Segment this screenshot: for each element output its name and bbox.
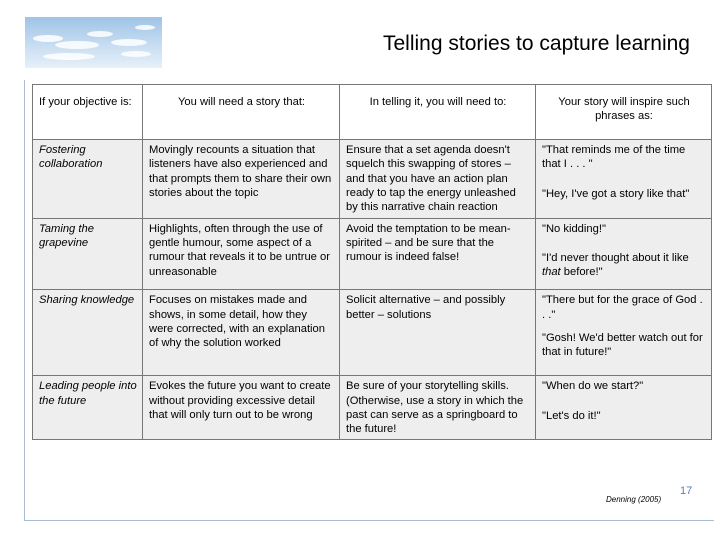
storytelling-table xyxy=(32,84,712,440)
phrase-text: before!" xyxy=(560,266,603,279)
phrase-secondary: "Gosh! We'd better watch out for that in future!" xyxy=(542,332,703,359)
story-cell: Focuses on mistakes made and shows, in some detail, how they were corrected, with an explanation of why the solution worked xyxy=(143,290,340,376)
story-cell: Highlights, often through the use of gentle humour, some aspect of a rumour that reveals it to be untrue or unreasonable xyxy=(143,218,340,290)
table-row xyxy=(33,290,712,376)
objective-cell: Taming the grapevine xyxy=(33,218,143,290)
story-cell: Evokes the future you want to create without providing excessive detail that will only turn out to be wrong xyxy=(143,376,340,440)
objective-cell: Sharing knowledge xyxy=(33,290,143,376)
table-header-row xyxy=(33,85,712,140)
column-header-objective: If your objective is: xyxy=(33,85,143,140)
table-row xyxy=(33,140,712,219)
phrase-secondary: "Let's do it!" xyxy=(542,409,601,422)
phrases-cell xyxy=(536,290,712,376)
phrase-primary: "When do we start?" xyxy=(542,380,644,393)
source-credit: Denning (2005) xyxy=(606,495,662,504)
telling-cell: Solicit alternative – and possibly better – solutions xyxy=(340,290,536,376)
sky-clouds-image xyxy=(25,17,162,68)
table-row xyxy=(33,218,712,290)
story-cell: Movingly recounts a situation that listeners have also experienced and that prompts them to share their own stories about the topic xyxy=(143,140,340,219)
phrase-secondary xyxy=(542,251,706,280)
phrase-text: "I'd never thought about it like xyxy=(542,252,689,265)
phrase-primary: "That reminds me of the time that I . . . " xyxy=(542,144,686,171)
phrase-emphasis: that xyxy=(542,266,561,279)
phrase-primary: "There but for the grace of God . . ." xyxy=(542,294,703,321)
slide-title: Telling stories to capture learning xyxy=(382,32,690,55)
phrase-secondary: "Hey, I've got a story like that" xyxy=(542,187,690,200)
page-number: 17 xyxy=(680,485,693,497)
telling-cell: Avoid the temptation to be mean-spirited – and be sure that the rumour is indeed false! xyxy=(340,218,536,290)
telling-cell: Ensure that a set agenda doesn't squelch this swapping of stores – and that you have an action plan ready to tap the energy unleashed by this narrative chain reaction xyxy=(340,140,536,219)
left-rule xyxy=(24,80,25,520)
table-row xyxy=(33,376,712,440)
column-header-story: You will need a story that: xyxy=(143,85,340,140)
objective-cell: Fostering collaboration xyxy=(33,140,143,219)
column-header-telling: In telling it, you will need to: xyxy=(340,85,536,140)
column-header-phrases: Your story will inspire such phrases as: xyxy=(536,85,712,140)
phrase-primary: "No kidding!" xyxy=(542,222,606,235)
telling-cell: Be sure of your storytelling skills. (Otherwise, use a story in which the past can serve as a springboard to the future! xyxy=(340,376,536,440)
objective-cell: Leading people into the future xyxy=(33,376,143,440)
phrases-cell xyxy=(536,140,712,219)
phrases-cell xyxy=(536,376,712,440)
bottom-rule xyxy=(24,520,714,521)
phrases-cell xyxy=(536,218,712,290)
